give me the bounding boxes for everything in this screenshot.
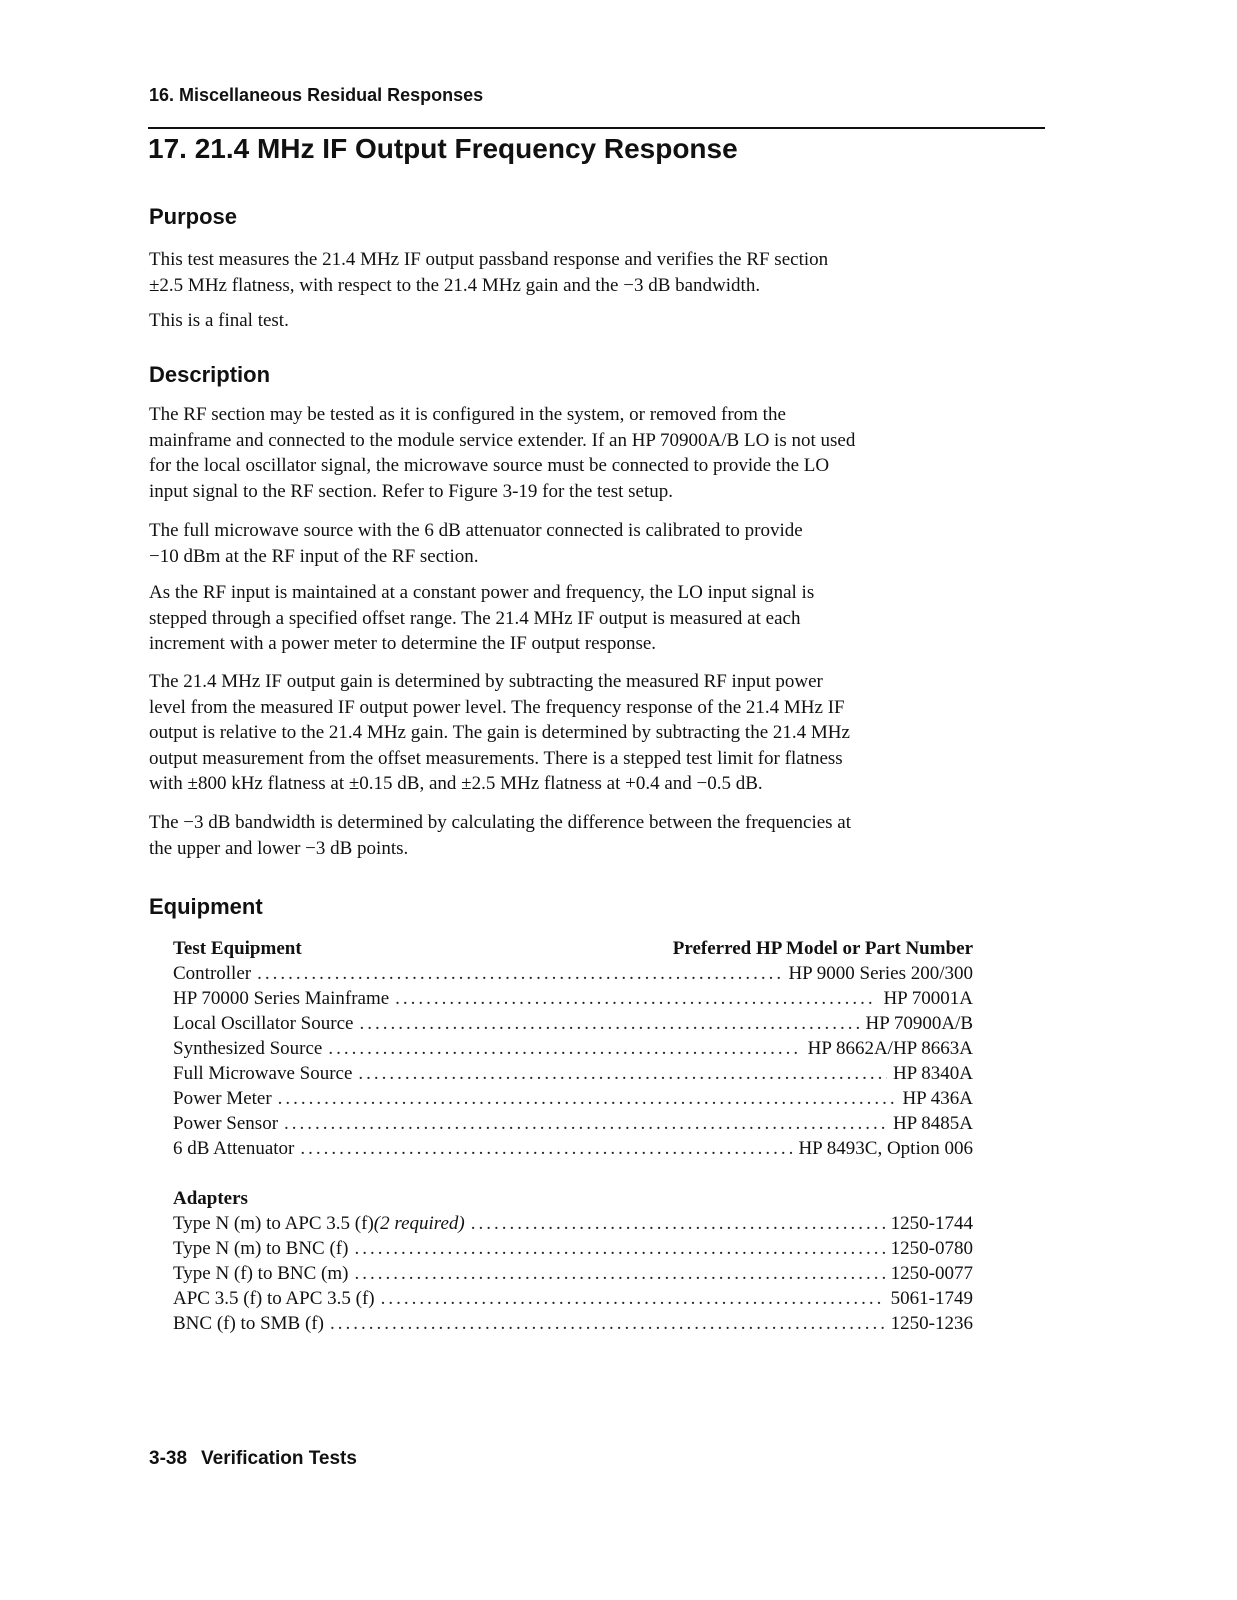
adapter-part-number: 1250-1744: [890, 1213, 973, 1234]
equipment-table-header: [173, 936, 973, 961]
text-line: mainframe and connected to the module service extender. If an HP 70900A/B LO is not used: [149, 429, 856, 451]
adapter-part-number: 1250-0077: [890, 1263, 973, 1284]
dot-leader: [395, 986, 877, 1011]
dot-leader: [278, 1086, 897, 1111]
equipment-part-number: HP 8485A: [892, 1113, 973, 1134]
text-line: The −3 dB bandwidth is determined by calculating the difference between the frequencies at: [149, 812, 852, 833]
dot-leader: [284, 1111, 887, 1136]
text-line: The RF section may be tested as it is configured in the system, or removed from the: [149, 404, 786, 425]
dot-leader: [330, 1311, 885, 1336]
description-paragraph-4: [149, 669, 1039, 797]
description-paragraph-3: [149, 580, 1039, 657]
page-footer: [149, 1448, 357, 1470]
equipment-part-number: HP 70001A: [883, 988, 973, 1009]
description-paragraph-2: [149, 518, 1039, 569]
equipment-table: [173, 936, 973, 1336]
adapter-name: Type N (f) to BNC (m): [173, 1263, 349, 1284]
text-line: input signal to the RF section. Refer to Figure 3-19 for the test setup.: [149, 480, 674, 502]
equipment-row: [173, 1036, 973, 1061]
adapter-row: [173, 1236, 973, 1261]
adapter-name: BNC (f) to SMB (f): [173, 1313, 324, 1334]
column-header-part-number: Preferred HP Model or Part Number: [672, 938, 973, 959]
running-header: 16. Miscellaneous Residual Responses: [149, 85, 484, 105]
equipment-part-number: HP 70900A/B: [865, 1013, 973, 1034]
text-line: The full microwave source with the 6 dB attenuator connected is calibrated to provide: [149, 520, 803, 541]
column-header-test-equipment: Test Equipment: [173, 938, 302, 959]
dot-leader: [354, 1236, 884, 1261]
equipment-part-number: HP 436A: [902, 1088, 973, 1109]
text-line: for the local oscillator signal, the microwave source must be connected to provide the LO: [149, 455, 830, 476]
dot-leader: [328, 1036, 801, 1061]
text-line: output is relative to the 21.4 MHz gain. The gain is determined by subtracting the 21.4 MHz: [149, 722, 850, 743]
header-rule: [148, 127, 1045, 129]
equipment-row: [173, 1111, 973, 1136]
equipment-name: Power Meter: [173, 1088, 272, 1109]
adapter-name: Type N (m) to BNC (f): [173, 1238, 349, 1259]
equipment-row: [173, 1061, 973, 1086]
equipment-part-number: HP 8662A/HP 8663A: [807, 1038, 973, 1059]
adapter-name: APC 3.5 (f) to APC 3.5 (f): [173, 1288, 375, 1309]
purpose-paragraph-1: [149, 247, 1039, 298]
page-title: 17. 21.4 MHz IF Output Frequency Response: [148, 133, 738, 164]
dot-leader: [354, 1261, 884, 1286]
equipment-name: Synthesized Source: [173, 1038, 323, 1059]
equipment-part-number: HP 8340A: [892, 1063, 973, 1084]
dot-leader: [471, 1211, 885, 1236]
dot-leader: [381, 1286, 885, 1311]
equipment-name: HP 70000 Series Mainframe: [173, 988, 390, 1009]
equipment-row: [173, 1086, 973, 1111]
equipment-row: [173, 986, 973, 1011]
adapter-row: [173, 1311, 973, 1336]
adapter-name: [173, 1211, 465, 1236]
equipment-row: [173, 1011, 973, 1036]
text-line: increment with a power meter to determine the IF output response.: [149, 633, 657, 654]
dot-leader: [358, 1061, 887, 1086]
adapter-name-text: Type N (m) to APC 3.5 (f): [173, 1213, 374, 1234]
dot-leader: [359, 1011, 859, 1036]
text-line: This test measures the 21.4 MHz IF output passband response and verifies the RF section: [149, 249, 829, 270]
description-heading: Description: [149, 362, 271, 387]
equipment-name: Full Microwave Source: [173, 1063, 353, 1084]
dot-leader: [300, 1136, 792, 1161]
equipment-name: Controller: [173, 963, 252, 984]
description-paragraph-1: [149, 402, 1039, 504]
equipment-row: [173, 1136, 973, 1161]
adapter-row: [173, 1286, 973, 1311]
dot-leader: [257, 961, 782, 986]
adapter-row: [173, 1211, 973, 1236]
equipment-heading: Equipment: [149, 894, 263, 919]
text-line: with ±800 kHz flatness at ±0.15 dB, and ±2.5 MHz flatness at +0.4 and −0.5 dB.: [149, 773, 763, 794]
text-line: −10 dBm at the RF input of the RF section.: [149, 545, 479, 567]
equipment-part-number: HP 8493C, Option 006: [798, 1138, 973, 1159]
purpose-paragraph-2: [149, 308, 1039, 334]
text-line: level from the measured IF output power level. The frequency response of the 21.4 MHz IF: [149, 696, 845, 718]
text-line: ±2.5 MHz flatness, with respect to the 21.4 MHz gain and the −3 dB bandwidth.: [149, 274, 761, 296]
description-paragraph-5: [149, 810, 1039, 861]
adapter-part-number: 1250-1236: [890, 1313, 973, 1334]
adapters-heading: Adapters: [173, 1188, 248, 1209]
equipment-name: 6 dB Attenuator: [173, 1138, 295, 1159]
text-line: This is a final test.: [149, 310, 289, 331]
text-line: The 21.4 MHz IF output gain is determined by subtracting the measured RF input power: [149, 671, 823, 692]
footer-section-title: Verification Tests: [201, 1448, 357, 1469]
equipment-name: Power Sensor: [173, 1113, 279, 1134]
adapter-row: [173, 1261, 973, 1286]
text-line: output measurement from the offset measurements. There is a stepped test limit for flatness: [149, 747, 843, 769]
page-number: 3-38: [149, 1448, 188, 1469]
adapter-part-number: 1250-0780: [890, 1238, 973, 1259]
adapter-part-number: 5061-1749: [890, 1288, 973, 1309]
text-line: stepped through a specified offset range. The 21.4 MHz IF output is measured at each: [149, 607, 801, 629]
adapter-quantity-note: (2 required): [373, 1213, 465, 1234]
equipment-name: Local Oscillator Source: [173, 1013, 354, 1034]
equipment-row: [173, 961, 973, 986]
text-line: the upper and lower −3 dB points.: [149, 837, 409, 859]
purpose-heading: Purpose: [149, 204, 238, 229]
equipment-part-number: HP 9000 Series 200/300: [788, 963, 973, 984]
text-line: As the RF input is maintained at a constant power and frequency, the LO input signal is: [149, 582, 815, 603]
